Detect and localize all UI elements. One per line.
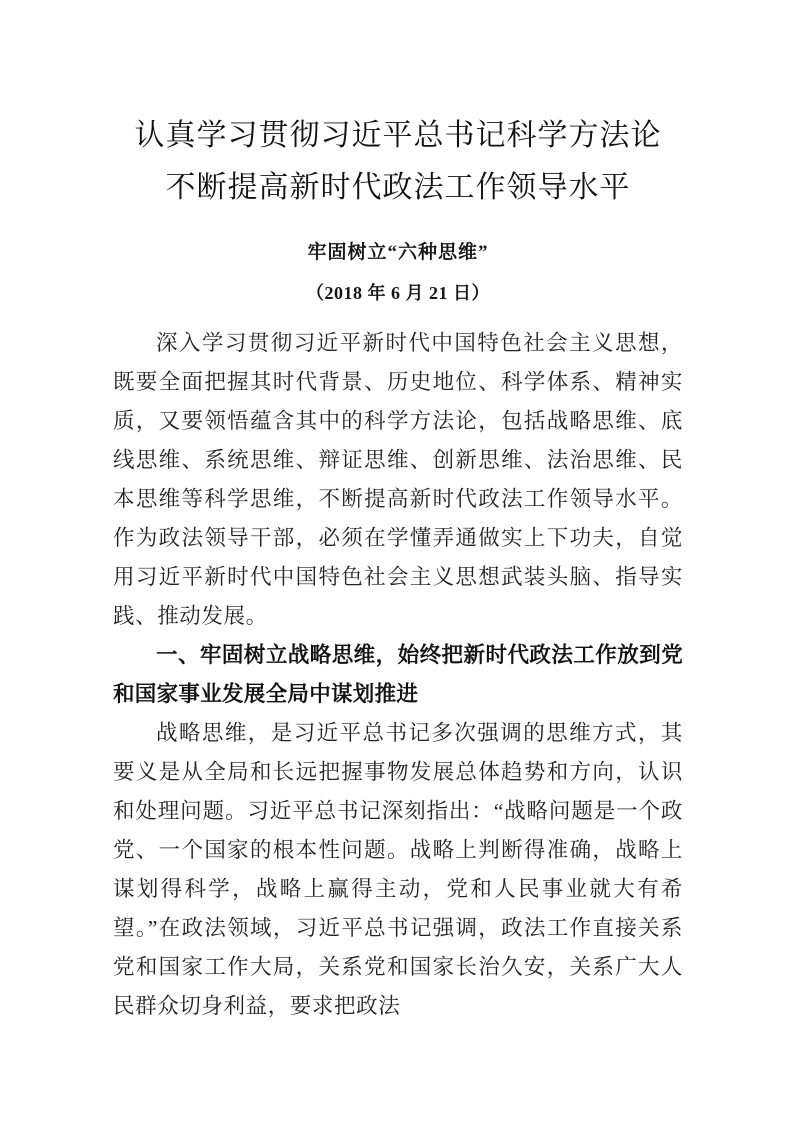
- section-heading-one: 一、牢固树立战略思维，始终把新时代政法工作放到党和国家事业发展全局中谋划推进: [113, 643, 683, 706]
- document-body: [113, 310, 683, 1026]
- document-date: （2018 年 6 月 21 日）: [306, 283, 490, 303]
- paragraph-intro: 深入学习贯彻习近平新时代中国特色社会主义思想，既要全面把握其时代背景、历史地位、科学体系、精神实质，又要领悟蕴含其中的科学方法论，包括战略思维、底线思维、系统思维、辩证思维、创新思维、法治思维、民本思维等科学思维，不断提高新时代政法工作领导水平。作为政法领导干部，必须在学懂弄通做实上下功夫，自觉用习近平新时代中国特色社会主义思想武装头脑、指导实践、推动发展。: [113, 331, 683, 628]
- page-title: [113, 0, 683, 214]
- page-title-line-1: 认真学习贯彻习近平总书记科学方法论: [134, 119, 662, 152]
- page-subtitle: 牢固树立“六种思维”: [307, 242, 489, 263]
- paragraph-strategic-thinking: 战略思维，是习近平总书记多次强调的思维方式，其要义是从全局和长远把握事物发展总体趋势和方向，认识和处理问题。习近平总书记深刻指出：“战略问题是一个政党、一个国家的根本性问题。战略上判断得准确，战略上谋划得科学，战略上赢得主动，党和人民事业就大有希望。”在政法领域，习近平总书记强调，政法工作直接关系党和国家工作大局，关系党和国家长治久安，关系广大人民群众切身利益，要求把政法: [113, 721, 683, 1018]
- page-title-line-2: 不断提高新时代政法工作领导水平: [165, 171, 631, 204]
- page-content: [113, 0, 683, 1026]
